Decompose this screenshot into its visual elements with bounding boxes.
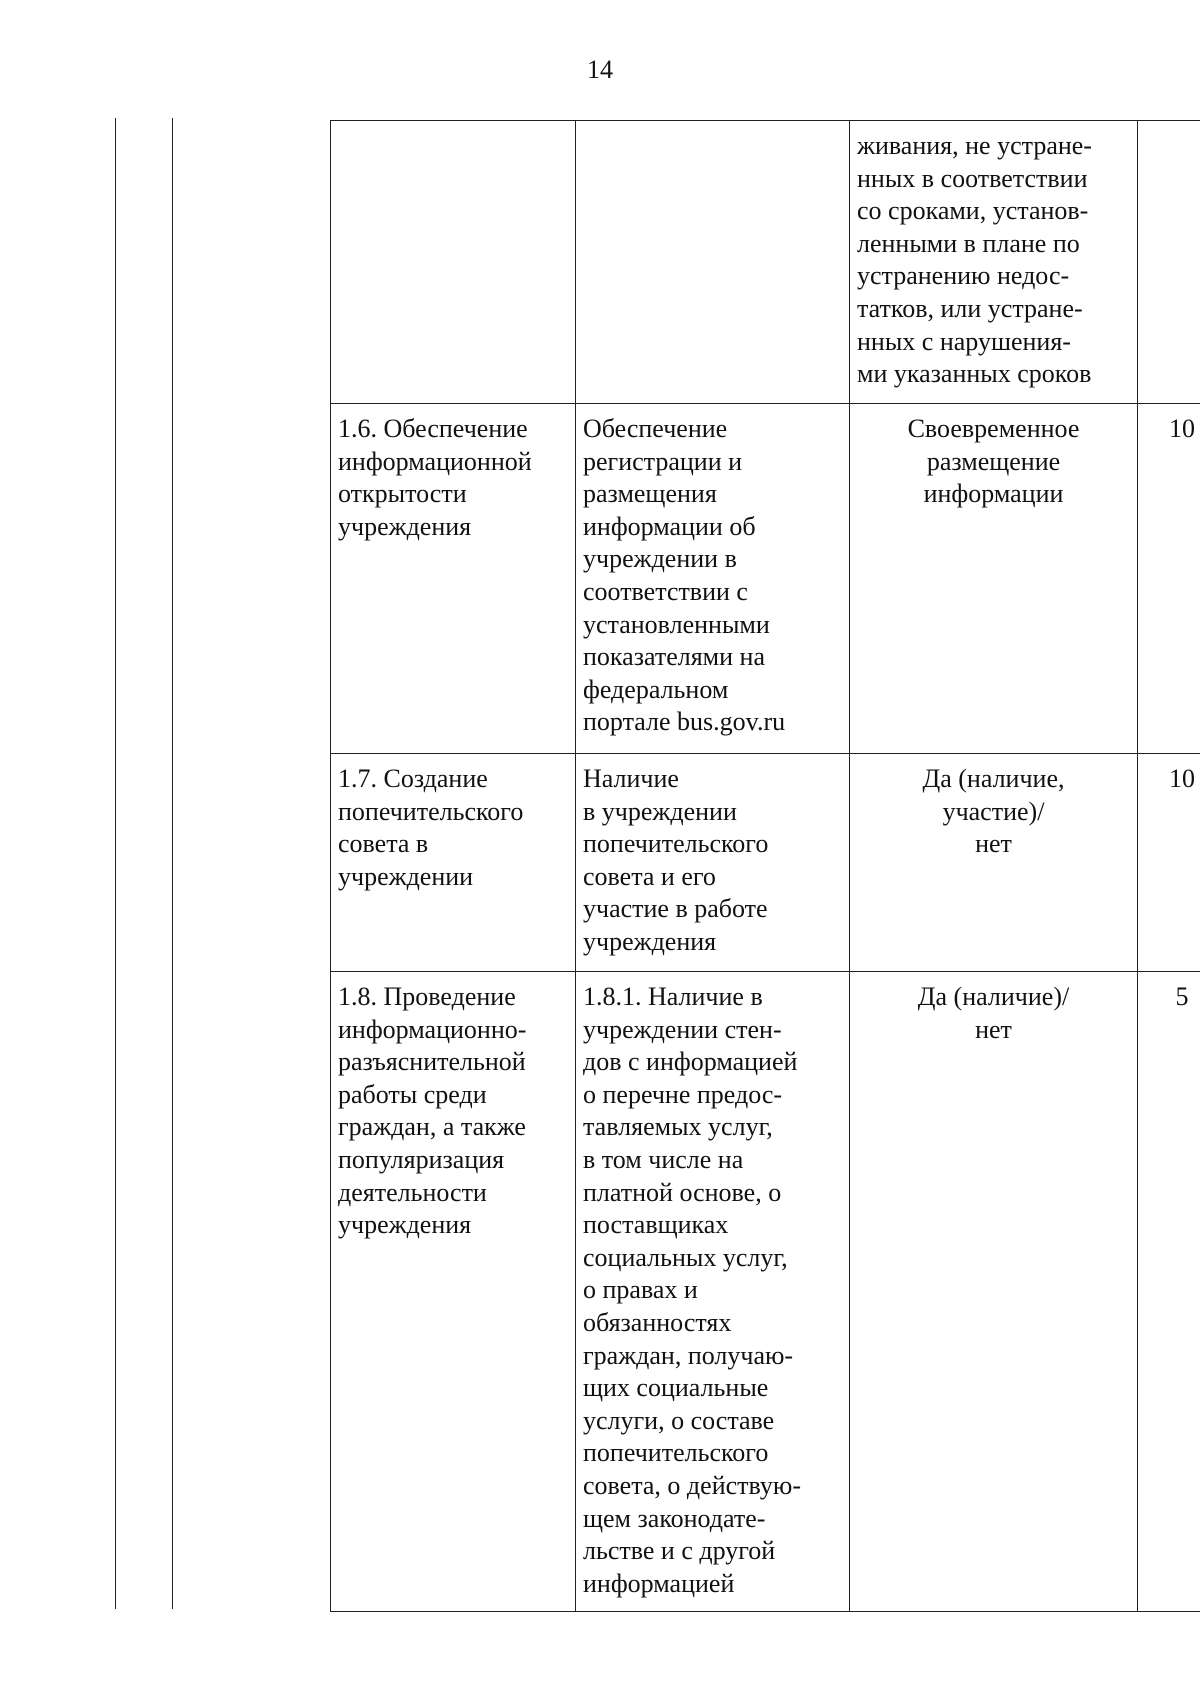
measure-cell: живания, не устране- нных в соответствии со сроками, установ- ленными в плане по устранению недос- татков, или устране- нных с нарушения- ми указанных сроков <box>850 121 1138 404</box>
left-margin-line-inner <box>172 118 173 1609</box>
indicator-cell: Наличие в учреждении попечительского совета и его участие в работе учреждения <box>576 754 850 972</box>
points-cell: 5 <box>1138 972 1200 1612</box>
criterion-cell: 1.7. Создание попечительского совета в учреждении <box>331 754 576 972</box>
table-row <box>331 404 1200 754</box>
measure-cell: Да (наличие, участие)/ нет <box>850 754 1138 972</box>
indicator-cell: Обеспечение регистрации и размещения информации об учреждении в соответствии с установленными показателями на федеральном портале bus.gov.ru <box>576 404 850 754</box>
indicator-cell: 1.8.1. Наличие в учреждении стен- дов с информацией о перечне предос- тавляемых услуг, в том числе на платной основе, о поставщиках социальных услуг, о правах и обязанностях граждан, получаю- щих социальные услуги, о составе попечительского совета, о действую- щем законодате- льстве и с другой информацией <box>576 972 850 1612</box>
table-row <box>331 754 1200 972</box>
table-row <box>331 121 1200 404</box>
points-cell: 10 <box>1138 754 1200 972</box>
page-number: 14 <box>587 55 613 84</box>
left-margin-line <box>115 118 116 1609</box>
measure-cell: Да (наличие)/ нет <box>850 972 1138 1612</box>
indicator-cell <box>576 121 850 404</box>
criteria-table <box>330 120 1200 1612</box>
points-cell <box>1138 121 1200 404</box>
measure-cell: Своевременное размещение информации <box>850 404 1138 754</box>
criterion-cell <box>331 121 576 404</box>
criterion-cell: 1.8. Проведение информационно- разъяснительной работы среди граждан, а также популяризация деятельности учреждения <box>331 972 576 1612</box>
points-cell: 10 <box>1138 404 1200 754</box>
table-row <box>331 972 1200 1612</box>
criterion-cell: 1.6. Обеспечение информационной открытости учреждения <box>331 404 576 754</box>
